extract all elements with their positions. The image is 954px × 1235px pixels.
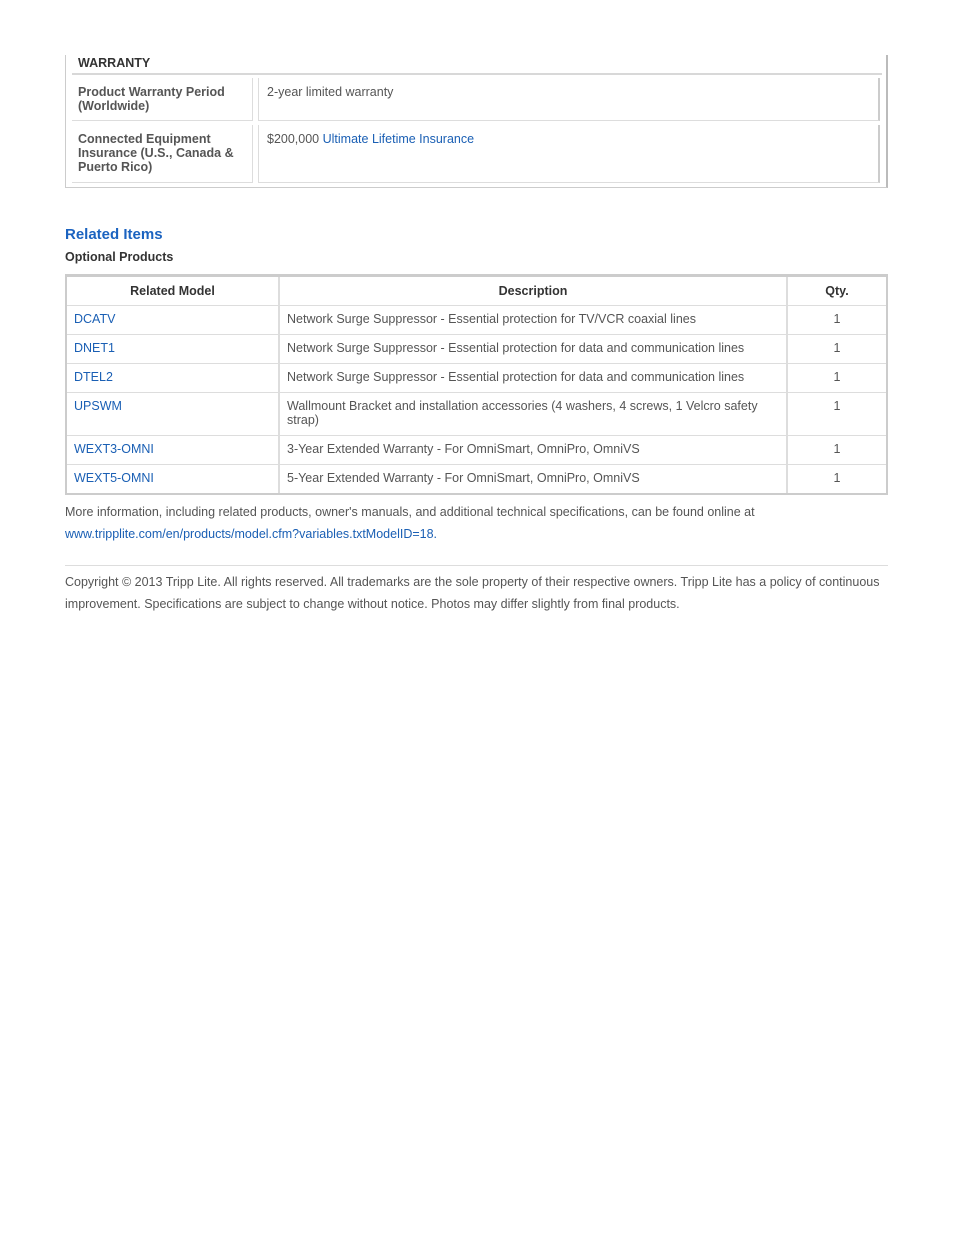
model-cell [67, 436, 280, 464]
description-cell: Network Surge Suppressor - Essential protection for TV/VCR coaxial lines [280, 306, 788, 334]
model-link-dnet1[interactable]: DNET1 [74, 341, 115, 355]
footer-divider [65, 565, 888, 566]
description-cell: 5-Year Extended Warranty - For OmniSmart, OmniPro, OmniVS [280, 465, 788, 493]
warranty-value-text: 2-year limited warranty [267, 85, 394, 99]
description-cell: Wallmount Bracket and installation accessories (4 washers, 4 screws, 1 Velcro safety strap) [280, 393, 788, 435]
header-qty: Qty. [825, 284, 849, 298]
model-cell [67, 335, 280, 363]
description-cell: Network Surge Suppressor - Essential protection for data and communication lines [280, 335, 788, 363]
qty-cell: 1 [833, 399, 841, 413]
table-row [67, 436, 886, 465]
table-row [67, 465, 886, 493]
warranty-value [258, 125, 880, 183]
warranty-label: Connected Equipment Insurance (U.S., Canada & Puerto Rico) [72, 125, 253, 183]
header-related-model: Related Model [67, 277, 280, 305]
more-info-paragraph [65, 501, 888, 545]
table-header-row [67, 277, 886, 306]
model-cell [67, 393, 280, 435]
warranty-value-text: $200,000 [267, 132, 320, 146]
warranty-section [65, 55, 888, 188]
warranty-row [72, 78, 880, 121]
table-row [67, 306, 886, 335]
description-cell: Network Surge Suppressor - Essential protection for data and communication lines [280, 364, 788, 392]
qty-cell: 1 [833, 442, 841, 456]
header-description: Description [280, 277, 788, 305]
qty-cell: 1 [833, 341, 841, 355]
optional-products-title: Optional Products [65, 250, 174, 264]
qty-cell: 1 [833, 370, 841, 384]
warranty-divider [72, 73, 882, 75]
warranty-row [72, 125, 880, 183]
related-items-table [65, 274, 888, 495]
qty-cell: 1 [833, 471, 841, 485]
model-link-wext3-omni[interactable]: WEXT3-OMNI [74, 442, 154, 456]
model-link-wext5-omni[interactable]: WEXT5-OMNI [74, 471, 154, 485]
table-row [67, 335, 886, 364]
model-link-upswm[interactable]: UPSWM [74, 399, 122, 413]
product-url-link[interactable]: www.tripplite.com/en/products/model.cfm?variables.txtModelID=18. [65, 527, 438, 541]
model-link-dtel2[interactable]: DTEL2 [74, 370, 113, 384]
model-cell [67, 465, 280, 493]
warranty-label: Product Warranty Period (Worldwide) [72, 78, 253, 121]
model-cell [67, 306, 280, 334]
model-cell [67, 364, 280, 392]
model-link-dcatv[interactable]: DCATV [74, 312, 116, 326]
qty-cell: 1 [833, 312, 841, 326]
table-row [67, 364, 886, 393]
warranty-value [258, 78, 880, 121]
table-row [67, 393, 886, 436]
more-info-text: More information, including related products, owner's manuals, and additional technical specifications, can be found online at [65, 505, 755, 519]
warranty-heading: WARRANTY [78, 56, 151, 70]
copyright-notice: Copyright © 2013 Tripp Lite. All rights reserved. All trademarks are the sole property of their respective owners. Tripp Lite has a policy of continuous improvement. Specifications are subject to change without notice. Photos may differ slightly from final products. [65, 575, 880, 611]
ultimate-lifetime-insurance-link[interactable]: Ultimate Lifetime Insurance [322, 132, 475, 146]
description-cell: 3-Year Extended Warranty - For OmniSmart, OmniPro, OmniVS [280, 436, 788, 464]
related-items-title: Related Items [65, 226, 163, 243]
